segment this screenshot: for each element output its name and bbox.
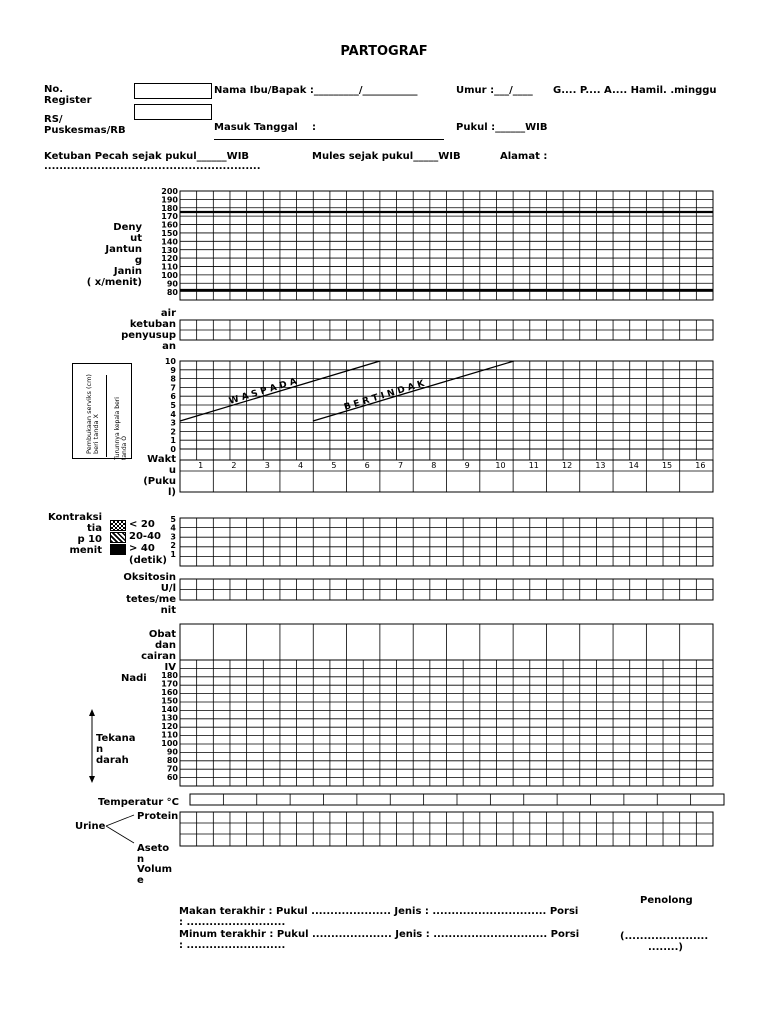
hour-label: 16	[695, 461, 706, 470]
arrow-head-down	[89, 776, 95, 783]
djj-tick: 160	[161, 220, 178, 230]
djj-tick: 170	[161, 212, 178, 222]
nadi-tick: 140	[161, 705, 178, 714]
minum-terakhir-2: : ..........................	[179, 940, 286, 951]
mules-label: Mules sejak pukul_____WIB	[312, 151, 461, 162]
kontraksi-tick: 3	[170, 532, 176, 542]
kontraksi-tick: 5	[170, 515, 176, 524]
djj-tick: 200	[161, 187, 178, 196]
hour-label: 1	[198, 461, 204, 470]
cervix-tick: 10	[164, 357, 176, 366]
air-ketuban-label: air ketuban penyusup an	[121, 308, 176, 352]
gpa-label: G.... P.... A.... Hamil. .minggu	[553, 85, 717, 96]
masuk-tanggal-label: Masuk Tanggal	[214, 122, 298, 133]
volume-label: Volum e	[137, 864, 173, 886]
nadi-tick: 160	[161, 688, 178, 697]
bertindak-label: B E R T I N D A K	[342, 378, 426, 413]
protein-label: Protein	[137, 811, 179, 822]
obat-label: Obat dan cairan IV	[141, 629, 176, 673]
alamat-dots: .........................................................	[44, 161, 261, 172]
hour-label: 10	[495, 461, 506, 470]
cervix-tick: 9	[170, 365, 176, 375]
waspada-label: W A S P A D A	[227, 376, 298, 407]
nadi-tick: 70	[166, 764, 178, 774]
hour-label: 13	[595, 461, 606, 470]
cervix-tick: 3	[170, 418, 176, 428]
hour-label: 4	[298, 461, 304, 470]
hour-label: 12	[562, 461, 573, 470]
cervix-tick: 1	[170, 436, 176, 446]
nadi-tick: 80	[166, 756, 178, 765]
minum-terakhir: Minum terakhir : Pukul ..................... Jenis : .............................. Porsi	[179, 929, 580, 940]
cervix-tick: 6	[170, 392, 176, 402]
hour-label: 11	[528, 461, 539, 470]
djj-tick: 150	[161, 229, 178, 238]
hour-label: 14	[628, 461, 639, 470]
nadi-tick: 90	[166, 747, 178, 757]
kontraksi-label: Kontraksi tia p 10 menit	[47, 512, 102, 556]
djj-tick: 80	[166, 287, 178, 297]
rs-label: RS/ Puskesmas/RB	[44, 114, 126, 136]
urine-label: Urine	[75, 821, 106, 832]
kontraksi-tick: 2	[170, 541, 176, 551]
masuk-colon: :	[312, 122, 316, 133]
hour-label: 3	[264, 461, 270, 470]
hour-label: 6	[364, 461, 370, 470]
nadi-tick: 180	[161, 671, 178, 680]
djj-tick: 120	[161, 254, 178, 264]
djj-tick: 180	[161, 203, 178, 213]
makan-terakhir-2: : ..........................	[179, 917, 286, 928]
djj-label: Deny ut Jantun g Janin ( x/menit)	[86, 222, 142, 288]
djj-tick: 90	[166, 279, 178, 289]
nadi-tick: 110	[161, 730, 178, 740]
urine-bracket-top	[106, 815, 134, 826]
cervix-tick: 0	[170, 445, 176, 454]
cervix-tick: 4	[170, 409, 176, 419]
nadi-tick: 60	[166, 773, 178, 782]
hour-label: 7	[397, 461, 404, 470]
urine-bracket-bottom	[106, 826, 134, 843]
waktu-label: Wakt u (Puku l)	[143, 454, 176, 498]
turunnya-side-label: Turunnya kepala beri tanda O	[114, 397, 128, 460]
cervix-tick: 5	[170, 401, 176, 410]
hour-label: 15	[661, 461, 673, 470]
cervix-tick: 2	[170, 427, 176, 437]
legend-text: < 20 20-40 > 40 (detik)	[129, 519, 167, 566]
cervix-tick: 7	[170, 383, 176, 393]
nadi-tick: 130	[161, 713, 178, 723]
nama-ibu-label: Nama Ibu/Bapak :_________/___________	[214, 85, 418, 96]
nadi-tick: 100	[161, 739, 178, 748]
penolong-label: Penolong	[640, 895, 693, 906]
oksitosin-label: Oksitosin U/l tetes/me nit	[123, 572, 176, 616]
page-title: PARTOGRAF	[340, 44, 428, 59]
cervix-tick: 8	[170, 374, 176, 384]
umur-label: Umur :___/____	[456, 85, 533, 96]
pukul-label: Pukul :______WIB	[456, 122, 548, 133]
djj-tick: 140	[161, 237, 178, 247]
temperatur-label: Temperatur °C	[98, 797, 179, 808]
penolong-sign-1: (......................	[620, 931, 709, 942]
kontraksi-tick: 4	[170, 523, 176, 533]
nadi-label: Nadi	[121, 673, 147, 684]
penolong-sign-2: ........)	[648, 942, 683, 953]
no-register-label: No. Register	[44, 84, 92, 106]
ketuban-label: Ketuban Pecah sejak pukul______WIB	[44, 151, 250, 162]
djj-tick: 130	[161, 245, 178, 255]
djj-tick: 110	[161, 262, 178, 272]
hour-label: 5	[331, 461, 337, 470]
djj-tick: 190	[161, 195, 178, 205]
nadi-tick: 120	[161, 722, 178, 731]
hour-label: 9	[464, 461, 470, 470]
tekanan-darah-label: Tekana n darah	[96, 733, 136, 766]
hour-label: 2	[231, 461, 237, 470]
pembukaan-side-label: Pembukaan serviks (cm) beri tanda X	[85, 374, 100, 454]
hour-label: 8	[431, 461, 437, 470]
nadi-tick: 170	[161, 679, 178, 689]
nadi-tick: 150	[161, 696, 178, 706]
arrow-head-up	[89, 709, 95, 716]
kontraksi-tick: 1	[170, 549, 176, 559]
djj-tick: 100	[161, 271, 178, 280]
aseton-label: Aseto n	[137, 843, 170, 865]
alamat-label: Alamat :	[500, 151, 548, 162]
makan-terakhir: Makan terakhir : Pukul ..................... Jenis : .............................. Porsi	[179, 906, 579, 917]
